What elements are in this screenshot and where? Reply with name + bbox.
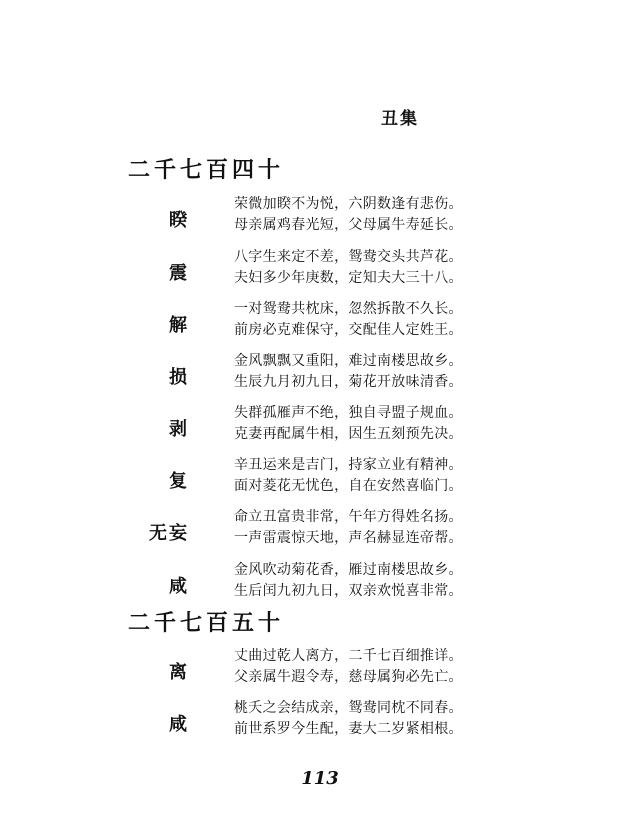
running-head: 丑集 bbox=[381, 109, 419, 129]
verse-line: 辛丑运来是吉门，持家立业有精神。 bbox=[234, 457, 463, 473]
verse-line: 失群孤雁声不绝，独自寻盟子规血。 bbox=[234, 405, 463, 421]
verse-line: 金风吹动菊花香，雁过南楼思故乡。 bbox=[234, 562, 463, 578]
verse-line: 一对鸳鸯共枕床，忽然拆散不久长。 bbox=[234, 301, 463, 317]
hexagram-name: 剥 bbox=[169, 419, 189, 440]
entry-jie bbox=[0, 298, 640, 350]
verse-line: 父亲属牛遐令寿，慈母属狗必先亡。 bbox=[234, 669, 463, 685]
hexagram-name: 无妄 bbox=[149, 523, 189, 544]
hexagram-name: 损 bbox=[169, 367, 189, 388]
hexagram-name: 震 bbox=[169, 263, 189, 284]
entry-zhen bbox=[0, 246, 640, 298]
verse-line: 面对菱花无忧色，自在安然喜临门。 bbox=[234, 478, 463, 494]
verse-line: 克妻再配属牛相，因生五刻预先决。 bbox=[234, 426, 463, 442]
hexagram-name: 咸 bbox=[169, 714, 189, 735]
section-heading-2740: 二千七百四十 bbox=[128, 157, 285, 183]
entry-wuwang bbox=[0, 506, 640, 558]
verse-line: 荣微加睽不为悦，六阴数逢有悲伤。 bbox=[234, 196, 463, 212]
verse-line: 母亲属鸡春光短，父母属牛寿延长。 bbox=[234, 217, 463, 233]
verse-line: 丈曲过乾人离方，二千七百细推详。 bbox=[234, 648, 463, 664]
entry-fu bbox=[0, 454, 640, 506]
hexagram-name: 解 bbox=[169, 315, 189, 336]
hexagram-name: 复 bbox=[169, 471, 189, 492]
entry-sun bbox=[0, 350, 640, 402]
verse-line: 桃夭之会结成亲，鸳鸯同枕不同春。 bbox=[234, 700, 463, 716]
page-number: 113 bbox=[301, 768, 339, 789]
hexagram-name: 咸 bbox=[169, 576, 189, 597]
verse-line: 一声雷震惊天地，声名赫显连帝帮。 bbox=[234, 530, 463, 546]
entry-li bbox=[0, 645, 640, 697]
section-heading-2750: 二千七百五十 bbox=[128, 610, 285, 636]
verse-line: 金风飘飘又重阳，难过南楼思故乡。 bbox=[234, 353, 463, 369]
verse-line: 夫妇多少年庚数，定知夫大三十八。 bbox=[234, 270, 463, 286]
entry-xian bbox=[0, 559, 640, 611]
verse-line: 前世系罗今生配，妻大二岁紧相根。 bbox=[234, 721, 463, 737]
entry-kui bbox=[0, 193, 640, 245]
verse-line: 八字生来定不差，鸳鸯交头共芦花。 bbox=[234, 249, 463, 265]
hexagram-name: 睽 bbox=[169, 210, 189, 231]
verse-line: 生后闰九初九日，双亲欢悦喜非常。 bbox=[234, 583, 463, 599]
verse-line: 命立丑富贵非常，午年方得姓名扬。 bbox=[234, 509, 463, 525]
entry-xian-2 bbox=[0, 697, 640, 749]
entry-bo bbox=[0, 402, 640, 454]
verse-line: 前房必克难保守，交配佳人定姓王。 bbox=[234, 322, 463, 338]
verse-line: 生辰九月初九日，菊花开放味清香。 bbox=[234, 374, 463, 390]
hexagram-name: 离 bbox=[169, 662, 189, 683]
